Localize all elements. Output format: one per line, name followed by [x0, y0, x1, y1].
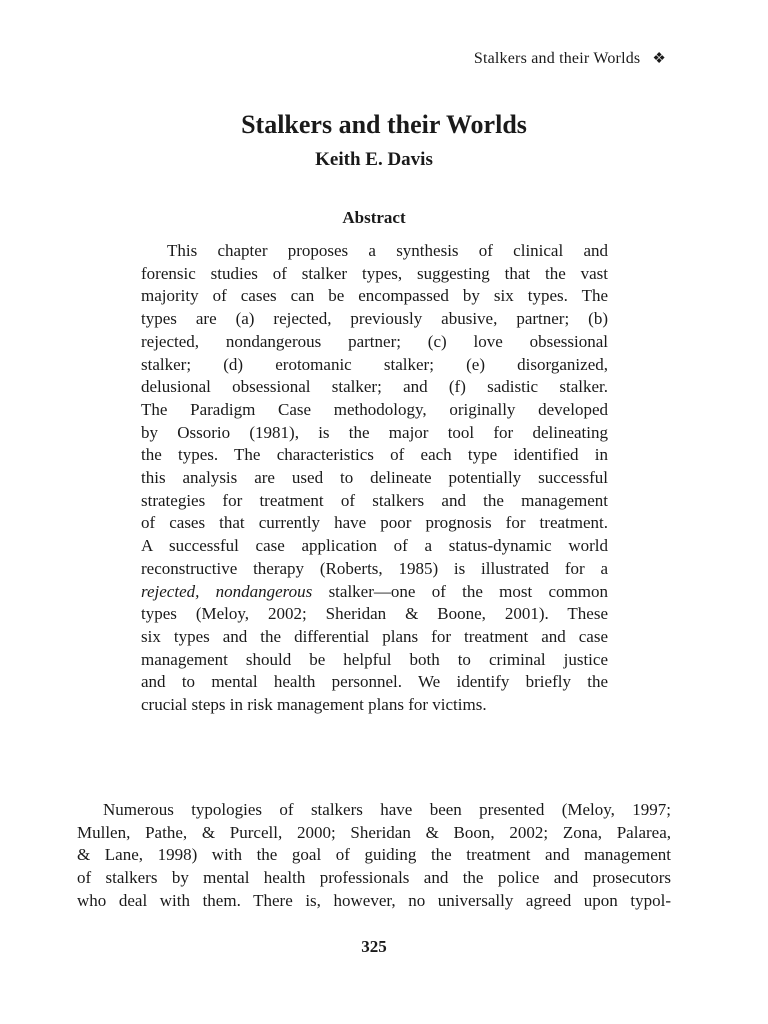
abstract-line: delusional obsessional stalker; and (f) sadistic stalker.: [141, 377, 608, 397]
abstract-line: of cases that currently have poor prognosis for treatment.: [141, 513, 608, 533]
abstract-line: and to mental health personnel. We identify briefly the: [141, 672, 608, 692]
abstract-line-mixed: [141, 581, 608, 604]
abstract-line: A successful case application of a status-dynamic world: [141, 536, 608, 556]
abstract-line: forensic studies of stalker types, suggesting that the vast: [141, 263, 608, 283]
body-paragraph: [77, 799, 671, 913]
author-name: Keith E. Davis: [315, 149, 433, 170]
abstract-line: strategies for treatment of stalkers and the management: [141, 490, 608, 510]
abstract-line: by Ossorio (1981), is the major tool for delineating: [141, 422, 608, 442]
body-line: Numerous typologies of stalkers have been presented (Meloy, 1997;: [103, 800, 671, 819]
abstract-heading: Abstract: [342, 208, 406, 227]
abstract-line: rejected, nondangerous partner; (c) love obsessional: [141, 331, 608, 351]
abstract-line: the types. The characteristics of each type identified in: [141, 445, 608, 465]
abstract-line: stalker; (d) erotomanic stalker; (e) disorganized,: [141, 354, 608, 374]
running-head-text: Stalkers and their Worlds: [473, 50, 641, 67]
abstract-line-rest: stalker—one of the most common: [312, 581, 609, 601]
page-number: 325: [361, 937, 387, 956]
abstract-text: [141, 240, 608, 717]
abstract-line: reconstructive therapy (Roberts, 1985) is illustrated for a: [141, 558, 608, 578]
abstract-line: this analysis are used to delineate potentially successful: [141, 468, 608, 488]
abstract-line: types are (a) rejected, previously abusive, partner; (b): [141, 309, 608, 329]
body-line: & Lane, 1998) with the goal of guiding the treatment and management: [77, 845, 671, 865]
abstract-italic: rejected, nondangerous: [141, 581, 313, 601]
ornament-icon: ❖: [652, 51, 666, 67]
abstract-line: crucial steps in risk management plans for victims.: [141, 695, 487, 715]
abstract-line: management should be helpful both to criminal justice: [141, 649, 608, 669]
body-line: of stalkers by mental health professionals and the police and prosecutors: [77, 868, 671, 888]
body-line: who deal with them. There is, however, no universally agreed upon typol-: [77, 890, 671, 910]
abstract-line: This chapter proposes a synthesis of clinical and: [167, 241, 608, 260]
abstract-line: majority of cases can be encompassed by six types. The: [141, 286, 608, 306]
chapter-title: Stalkers and their Worlds: [241, 110, 527, 139]
abstract-line: types (Meloy, 2002; Sheridan & Boone, 2001). These: [141, 604, 608, 624]
abstract-line: six types and the differential plans for treatment and case: [141, 626, 608, 646]
running-head: [474, 49, 666, 68]
body-line: Mullen, Pathe, & Purcell, 2000; Sheridan & Boon, 2002; Zona, Palarea,: [77, 822, 671, 842]
abstract-line: The Paradigm Case methodology, originally developed: [141, 399, 608, 419]
